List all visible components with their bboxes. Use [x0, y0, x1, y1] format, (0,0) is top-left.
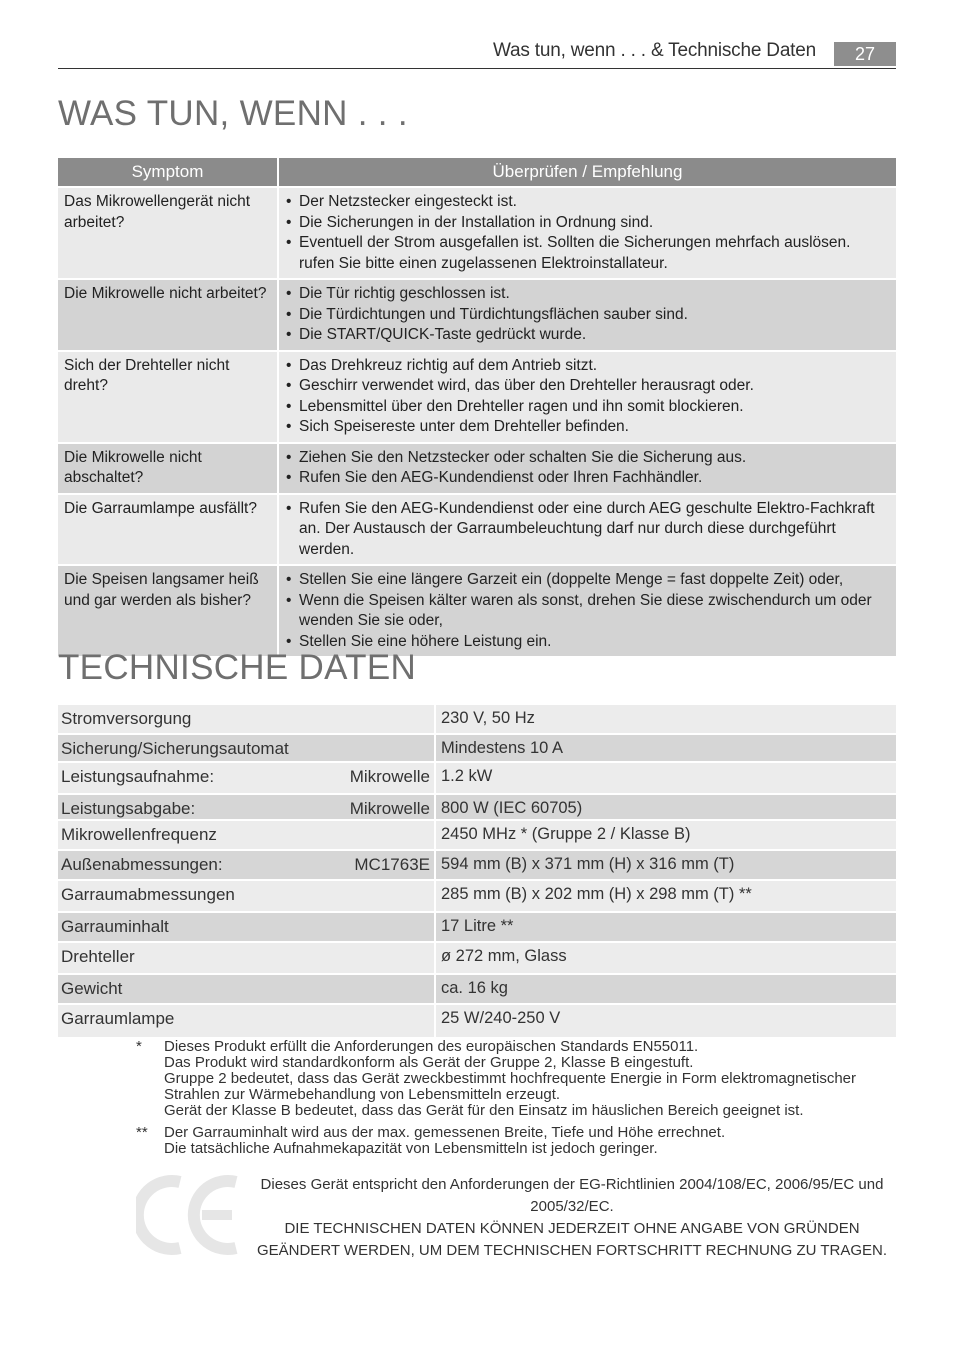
- spec-value: 1.2 kW: [436, 763, 896, 793]
- footnote-2: [136, 1125, 896, 1157]
- spec-value: 800 W (IEC 60705): [436, 795, 896, 819]
- spec-label: Mikrowellenfrequenz: [61, 825, 217, 844]
- spec-value: 2450 MHz * (Gruppe 2 / Klasse B): [436, 821, 896, 849]
- symptom-cell: Die Speisen langsamer heiß und gar werden als bisher?: [58, 564, 277, 656]
- spec-label-cell: [58, 881, 434, 911]
- spec-label-cell: [58, 763, 434, 793]
- check-item: • Stellen Sie eine längere Garzeit ein (doppelte Menge = fast doppelte Zeit) oder,: [285, 570, 890, 591]
- spec-label: Sicherung/Sicherungsautomat: [61, 739, 289, 758]
- spec-value: 17 Litre **: [436, 913, 896, 941]
- check-cell: [279, 564, 896, 656]
- check-item: • Stellen Sie eine höhere Leistung ein.: [285, 632, 890, 653]
- spec-label: Gewicht: [61, 979, 123, 998]
- table-row: [58, 278, 896, 350]
- spec-label: Garrauminhalt: [61, 917, 169, 936]
- spec-row: [58, 703, 896, 733]
- footnote-line: Strahlen zur Wärmebehandlung von Lebensmitteln erzeugt.: [164, 1086, 561, 1103]
- check-item: • Rufen Sie den AEG-Kundendienst oder Ihren Fachhändler.: [285, 468, 890, 489]
- table-row: [58, 442, 896, 493]
- spec-row: [58, 911, 896, 941]
- spec-value: 285 mm (B) x 202 mm (H) x 298 mm (T) **: [436, 881, 896, 911]
- spec-label: Leistungsaufnahme:: [61, 767, 215, 786]
- spec-value: 230 V, 50 Hz: [436, 705, 896, 733]
- spec-value: Mindestens 10 A: [436, 735, 896, 761]
- check-item: • Die Sicherungen in der Installation in Ordnung sind.: [285, 213, 890, 234]
- section-title-troubleshooting: WAS TUN, WENN . . .: [58, 94, 408, 133]
- check-cell: [279, 186, 896, 278]
- footnote-line: Gruppe 2 bedeutet, dass das Gerät zweckbestimmt hochfrequente Energie in Form elektromagnetischer: [164, 1070, 857, 1087]
- ce-mark-icon: [136, 1170, 246, 1260]
- spec-row: [58, 941, 896, 973]
- spec-label: Garraumabmessungen: [61, 885, 235, 904]
- symptom-cell: Die Mikrowelle nicht arbeitet?: [58, 278, 277, 350]
- footnote-line: Gerät der Klasse B bedeutet, dass das Gerät für den Einsatz im häuslichen Bereich geeignet ist.: [164, 1102, 804, 1119]
- spec-value: ca. 16 kg: [436, 975, 896, 1003]
- page-header: [58, 38, 896, 69]
- check-item: • Rufen Sie den AEG-Kundendienst oder eine durch AEG geschulte Elektro-Fachkraft an. Der Austausch der Garraumbeleuchtung darf nur durch diese durchgeführt werden.: [285, 499, 890, 561]
- spec-label: Stromversorgung: [61, 709, 192, 728]
- troubleshooting-table: [58, 158, 896, 656]
- column-header-symptom: Symptom: [58, 158, 277, 186]
- spec-row: [58, 793, 896, 819]
- check-item: • Eventuell der Strom ausgefallen ist. Sollten die Sicherungen mehrfach auslösen. rufen Sie bitte einen zugelassenen Elektroinstallateur.: [285, 233, 890, 274]
- spec-label-cell: [58, 943, 434, 973]
- footnote-mark: **: [136, 1124, 148, 1141]
- check-item: • Die START/QUICK-Taste gedrückt wurde.: [285, 325, 890, 346]
- ce-compliance-text: Dieses Gerät entspricht den Anforderungen der EG-Richtlinien 2004/108/EC, 2006/95/EC und 2005/32/EC.: [260, 1176, 884, 1215]
- footnote-1: [136, 1039, 896, 1119]
- spec-value: ø 272 mm, Glass: [436, 943, 896, 973]
- symptom-cell: Das Mikrowellengerät nicht arbeitet?: [58, 186, 277, 278]
- check-cell: [279, 493, 896, 565]
- symptom-cell: Die Garraumlampe ausfällt?: [58, 493, 277, 565]
- spec-sublabel: Mikrowelle: [349, 767, 430, 786]
- footnote-line: Die tatsächliche Aufnahmekapazität von Lebensmitteln ist jedoch geringer.: [164, 1140, 658, 1157]
- check-cell: [279, 350, 896, 442]
- check-item: • Der Netzstecker eingesteckt ist.: [285, 192, 890, 213]
- spec-label-cell: [58, 735, 434, 761]
- ce-disclaimer-text: DIE TECHNISCHEN DATEN KÖNNEN JEDERZEIT OHNE ANGABE VON GRÜNDEN GEÄNDERT WERDEN, UM DEM TECHNISCHEN FORTSCHRITT RECHNUNG ZU TRAGEN.: [256, 1220, 888, 1259]
- check-item: • Sich Speisereste unter dem Drehteller befinden.: [285, 417, 890, 438]
- technical-data-table: [58, 703, 896, 1037]
- footnote-line: Das Produkt wird standardkonform als Gerät der Gruppe 2, Klasse B eingestuft.: [164, 1054, 694, 1071]
- page-number: 27: [834, 42, 896, 66]
- footnote-line: Der Garrauminhalt wird aus der max. gemessenen Breite, Tiefe und Höhe errechnet.: [164, 1124, 726, 1141]
- spec-row: [58, 879, 896, 911]
- header-title: Was tun, wenn . . . & Technische Daten: [493, 40, 816, 61]
- spec-label-cell: [58, 705, 434, 733]
- symptom-cell: Sich der Drehteller nicht dreht?: [58, 350, 277, 442]
- spec-label: Leistungsabgabe:: [61, 799, 196, 818]
- check-item: • Die Türdichtungen und Türdichtungsflächen sauber sind.: [285, 305, 890, 326]
- spec-value: 25 W/240-250 V: [436, 1005, 896, 1037]
- check-item: • Wenn die Speisen kälter waren als sonst, drehen Sie diese zwischendurch um oder wenden Sie sie oder,: [285, 591, 890, 632]
- spec-value: 594 mm (B) x 371 mm (H) x 316 mm (T): [436, 851, 896, 879]
- check-item: • Die Tür richtig geschlossen ist.: [285, 284, 890, 305]
- spec-row: [58, 973, 896, 1003]
- spec-label-cell: [58, 821, 434, 849]
- table-row: [58, 186, 896, 278]
- check-item: • Ziehen Sie den Netzstecker oder schalten Sie die Sicherung aus.: [285, 448, 890, 469]
- spec-row: [58, 1003, 896, 1037]
- spec-row: [58, 761, 896, 793]
- table-row: [58, 493, 896, 565]
- table-header-row: [58, 158, 896, 186]
- section-title-technical-data: TECHNISCHE DATEN: [58, 648, 417, 687]
- spec-label: Garraumlampe: [61, 1009, 175, 1028]
- spec-label: Drehteller: [61, 947, 135, 966]
- table-row: [58, 350, 896, 442]
- spec-sublabel: MC1763E: [354, 855, 430, 874]
- spec-label: Außenabmessungen:: [61, 855, 223, 874]
- check-cell: [279, 278, 896, 350]
- column-header-check: Überprüfen / Empfehlung: [279, 158, 896, 186]
- table-row: [58, 564, 896, 656]
- ce-declaration: [250, 1174, 894, 1262]
- footnote-line: Dieses Produkt erfüllt die Anforderungen des europäischen Standards EN55011.: [164, 1038, 699, 1055]
- check-item: • Geschirr verwendet wird, das über den Drehteller herausragt oder.: [285, 376, 890, 397]
- check-item: • Das Drehkreuz richtig auf dem Antrieb sitzt.: [285, 356, 890, 377]
- spec-label-cell: [58, 1005, 434, 1037]
- spec-label-cell: [58, 913, 434, 941]
- spec-row: [58, 849, 896, 879]
- spec-sublabel: Mikrowelle: [349, 799, 430, 818]
- check-item: • Lebensmittel über den Drehteller ragen und ihn somit blockieren.: [285, 397, 890, 418]
- footnote-mark: *: [136, 1038, 142, 1055]
- spec-row: [58, 819, 896, 849]
- spec-label-cell: [58, 851, 434, 879]
- spec-label-cell: [58, 795, 434, 819]
- spec-row: [58, 733, 896, 761]
- symptom-cell: Die Mikrowelle nicht abschaltet?: [58, 442, 277, 493]
- check-cell: [279, 442, 896, 493]
- spec-label-cell: [58, 975, 434, 1003]
